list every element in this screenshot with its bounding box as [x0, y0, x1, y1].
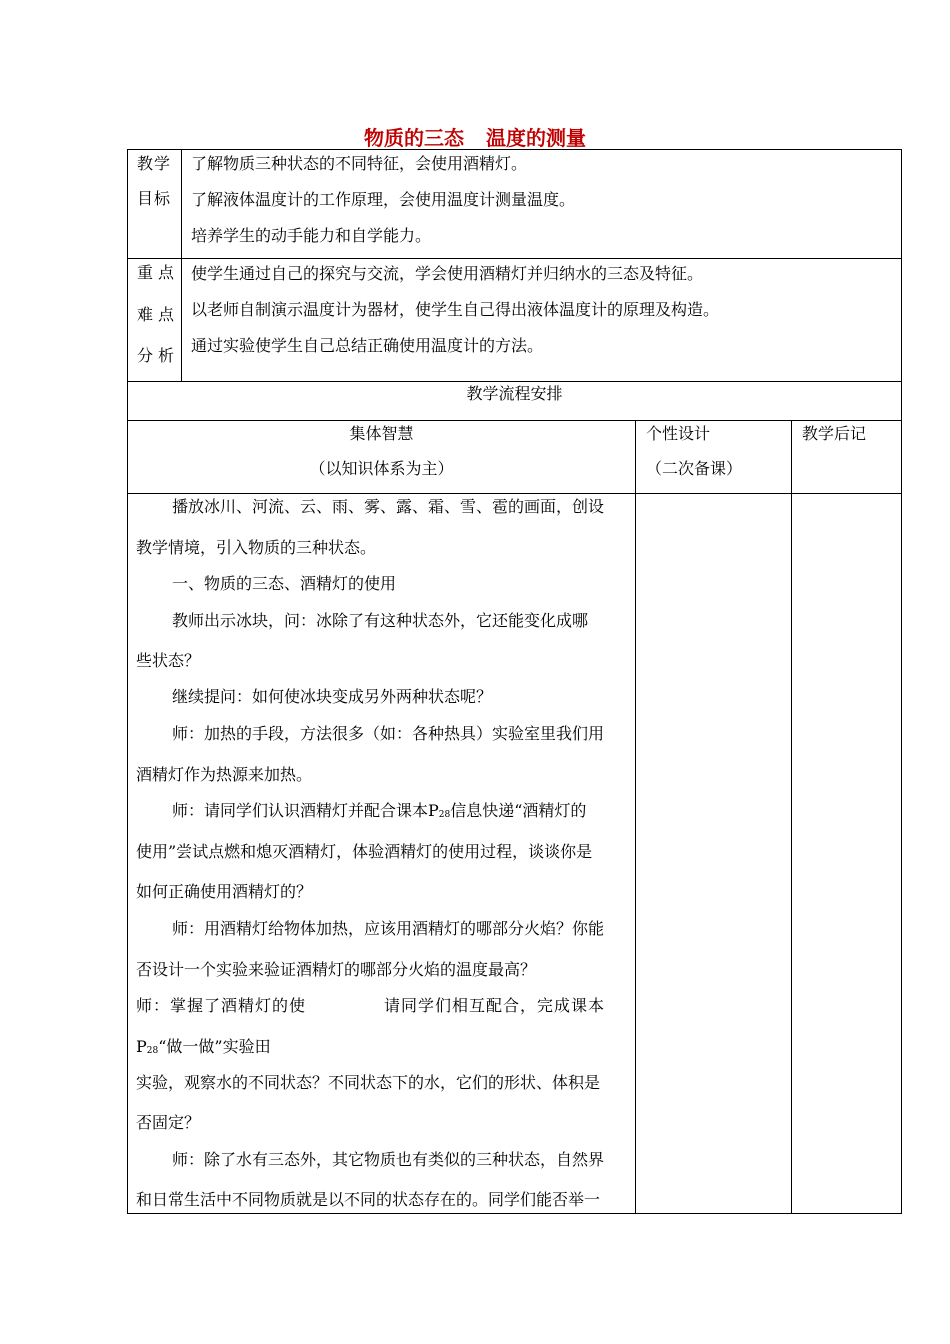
body-line: 些状态？	[136, 651, 201, 670]
body-line: 师：加热的手段，方法很多（如：各种热具）实验室里我们用	[172, 724, 605, 743]
row-divider	[128, 493, 901, 494]
body-line: 如何正确使用酒精灯的？	[136, 882, 313, 901]
label-column-divider	[181, 150, 182, 381]
row-divider	[128, 420, 901, 421]
body-line: 请同学们相互配合，完成课本	[384, 996, 606, 1015]
objectives-label-2: 目标	[137, 189, 172, 208]
body-line: 教学情境，引入物质的三种状态。	[136, 538, 377, 557]
body-line: 实验，观察水的不同状态？不同状态下的水，它们的形状、体积是	[136, 1073, 601, 1092]
objective-item: 了解液体温度计的工作原理，会使用温度计测量温度。	[191, 190, 576, 209]
personal-subtitle: （二次备课）	[646, 459, 743, 478]
lesson-plan-table	[127, 149, 902, 1214]
body-line: 和日常生活中不同物质就是以不同的状态存在的。同学们能否举一	[136, 1190, 601, 1209]
body-line: 播放冰川、河流、云、雨、雾、露、霜、雪、雹的画面，创设	[172, 497, 605, 516]
column-divider	[635, 420, 636, 1214]
page-title	[0, 122, 950, 151]
body-line: 使用”尝试点燃和熄灭酒精灯，体验酒精灯的使用过程，谈谈你是	[136, 842, 593, 861]
body-line: 师：掌握了酒精灯的使	[136, 996, 307, 1015]
body-line: 否固定？	[136, 1113, 201, 1132]
flow-heading: 教学流程安排	[466, 384, 563, 403]
keypoints-label-3: 分析	[137, 346, 180, 365]
body-line: 师：除了水有三态外，其它物质也有类似的三种状态，自然界	[172, 1150, 605, 1169]
body-line: 否设计一个实验来验证酒精灯的哪部分火焰的温度最高？	[136, 960, 537, 979]
body-line: 继续提问：如何使冰块变成另外两种状态呢？	[172, 687, 493, 706]
body-line: 师：请同学们认识酒精灯并配合课本$P_{28}$信息快递“酒精灯的	[172, 801, 587, 820]
collective-subtitle: （以知识体系为主）	[309, 459, 454, 478]
collective-title: 集体智慧	[349, 424, 414, 443]
column-divider	[791, 420, 792, 1214]
keypoint-item: 通过实验使学生自己总结正确使用温度计的方法。	[191, 336, 544, 355]
body-line: 酒精灯作为热源来加热。	[136, 765, 313, 784]
body-line: 教师出示冰块，问：冰除了有这种状态外，它还能变化成哪	[172, 611, 589, 630]
keypoint-item: 使学生通过自己的探究与交流，学会使用酒精灯并归纳水的三态及特征。	[191, 264, 704, 283]
personal-title: 个性设计	[646, 424, 711, 443]
objective-item: 培养学生的动手能力和自学能力。	[191, 226, 432, 245]
body-line: 一、物质的三态、酒精灯的使用	[172, 574, 397, 593]
objective-item: 了解物质三种状态的不同特征，会使用酒精灯。	[191, 154, 528, 173]
keypoint-item: 以老师自制演示温度计为器材，使学生自己得出液体温度计的原理及构造。	[191, 300, 720, 319]
body-line: $P_{28}“$做一做”实验田	[136, 1037, 271, 1056]
body-line: 师：用酒精灯给物体加热，应该用酒精灯的哪部分火焰？你能	[172, 919, 605, 938]
notes-title: 教学后记	[802, 424, 867, 443]
row-divider	[128, 258, 901, 259]
row-divider	[128, 381, 901, 382]
keypoints-label-2: 难点	[137, 305, 180, 324]
objectives-label-1: 教学	[137, 154, 172, 173]
keypoints-label-1: 重点	[137, 263, 180, 282]
title-part-1: 物质的三态	[364, 126, 464, 150]
title-part-2: 温度的测量	[486, 126, 586, 150]
